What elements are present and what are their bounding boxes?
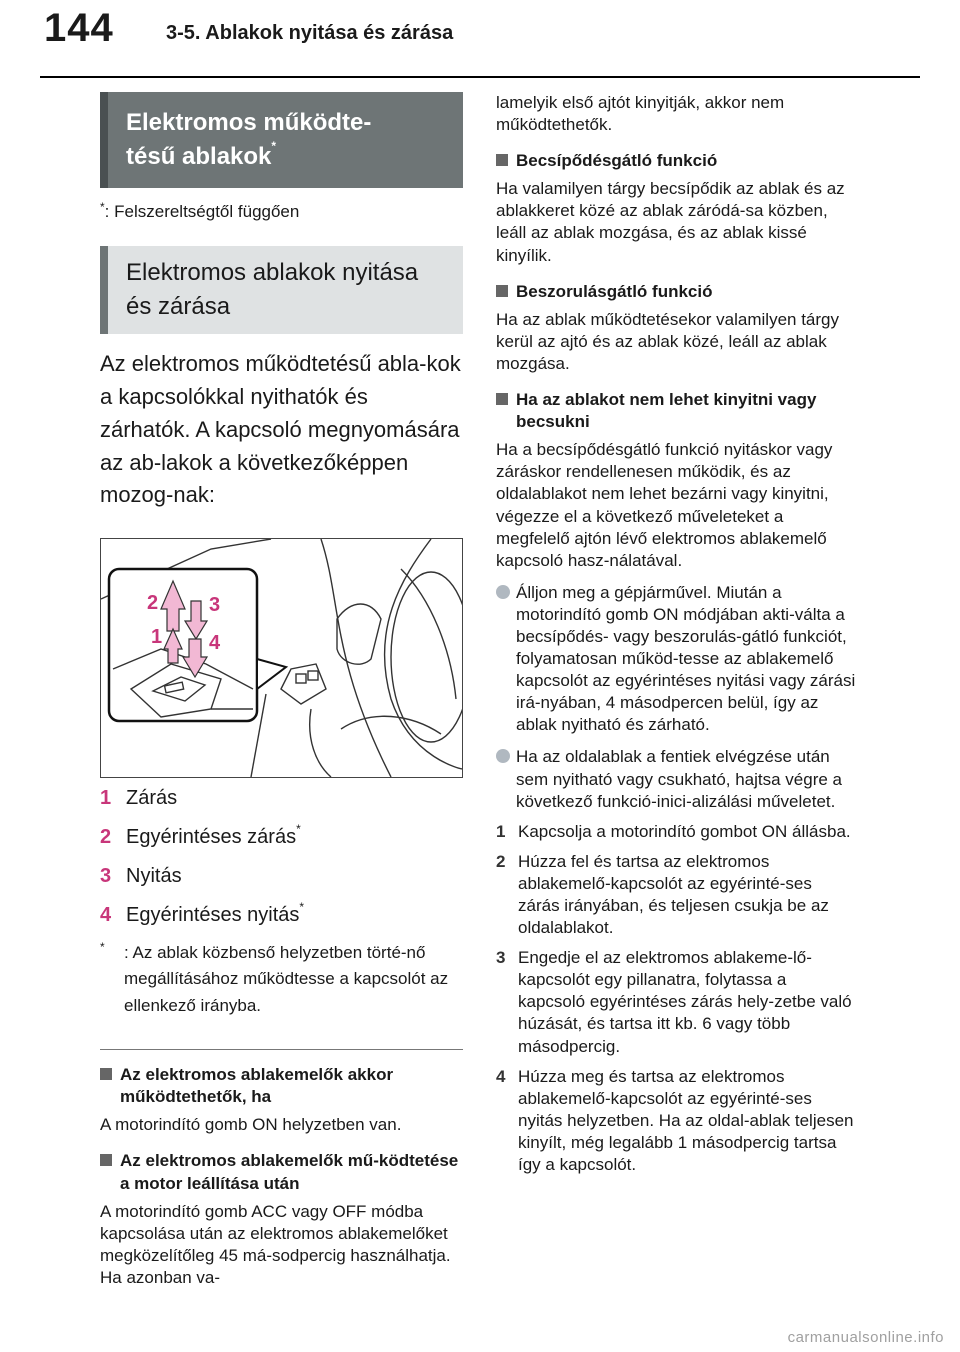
- asterisk: *: [271, 139, 277, 154]
- subheading: Ha az ablakot nem lehet kinyitni vagy becsukni: [496, 389, 856, 433]
- paragraph: Ha az ablak működtetésekor valamilyen tárgy kerül az ajtó és az ablak közé, leáll az ablak mozgása.: [496, 309, 839, 373]
- section-title: 3-5. Ablakok nyitása és zárása: [166, 22, 454, 44]
- label-2: 2: [147, 592, 159, 615]
- subheading: Becsípődésgátló funkció: [496, 150, 856, 172]
- bullet-item: Ha az oldalablak a fentiek elvégzése után sem nyitható vagy csukható, hajtsa végre a következő funkció-inici-alizálási műveletet.: [496, 746, 856, 812]
- intro-text: Az elektromos működtetésű abla-kok a kapcsolókkal nyithatók és zárhatók. A kapcsoló megnyomására az ab-lakok a következőképpen mozog-nak:: [100, 351, 461, 508]
- bullet-item: Álljon meg a gépjárművel. Miután a motorindító gomb ON módjában akti-válta a becsípődés- vagy beszorulás-gátló funkciót, folyamatosan működ-tesse az ablakemelő kapcsolót az egyérintéses nyitási vagy zárási irá-nyában, 4 másodpercen belül, így az ablak nyitható és zárható.: [496, 582, 856, 737]
- heading-open-close: Elektromos ablakok nyitása és zárása: [126, 259, 419, 321]
- heading-box-dark: [100, 92, 463, 188]
- footnote: * : Az ablak közbenső helyzetben törté-nő megállításához működtesse a kapcsolót az ellenkező irányba.: [100, 940, 449, 1015]
- list-item: 3 Nyitás: [100, 865, 182, 888]
- paragraph: A motorindító gomb ON helyzetben van.: [100, 1115, 402, 1135]
- list-item: 2 Egyérintéses zárás *: [100, 822, 301, 849]
- list-item: 1 Zárás: [100, 787, 178, 810]
- square-bullet-icon: [496, 393, 508, 405]
- paragraph: Ha valamilyen tárgy becsípődik az ablak és az ablakkeret közé az ablak záródá-sa közben, leáll az ablak mozgása, és az ablak kissé kinyílik.: [496, 179, 845, 265]
- left-column: [100, 92, 463, 1289]
- right-column: [496, 92, 856, 1176]
- switch-drawing: [101, 539, 462, 777]
- square-bullet-icon: [100, 1068, 112, 1080]
- paragraph: A motorindító gomb ACC vagy OFF módba kapcsolása után az elektromos ablakemelőket megközelítőleg 45 má-sodpercig használhatja. Ha azonban va-: [100, 1201, 451, 1287]
- header-rule: [40, 76, 920, 78]
- equipment-note: *: Felszereltségtől függően: [100, 200, 300, 222]
- step-item: 2 Húzza fel és tartsa az elektromos ablakemelő-kapcsolót az egyérinté-ses zárás irányában, és teljesen csukja be az oldalablakot.: [496, 851, 829, 938]
- page-number: 144: [44, 6, 114, 50]
- heading-power-windows: Elektromos működte- tésű ablakok: [126, 109, 372, 171]
- step-item: 3 Engedje el az elektromos ablakeme-lő-kapcsolót egy pillanatra, folytassa a kapcsoló egyérintéses zárás hely-zetbe való húzását, és tartsa itt kb. 6 vagy több másodpercig.: [496, 948, 852, 1056]
- function-list: [100, 784, 463, 930]
- section-divider: [100, 1049, 463, 1050]
- subheading: Beszorulásgátló funkció: [496, 281, 856, 303]
- label-1: 1: [151, 626, 163, 649]
- heading-box-light: [100, 246, 463, 334]
- watermark: carmanualsonline.info: [787, 1329, 944, 1346]
- subheading: Az elektromos ablakemelők mű-ködtetése a motor leállítása után: [100, 1150, 463, 1194]
- label-4: 4: [209, 632, 221, 655]
- circle-bullet-icon: [496, 749, 510, 763]
- label-3: 3: [209, 594, 221, 617]
- circle-bullet-icon: [496, 585, 510, 599]
- step-item: 4 Húzza meg és tartsa az elektromos ablakemelő-kapcsolót az egyérinté-ses nyitás helyzetben. Ha az oldal-ablak teljesen kinyílt, még legalább 1 másodpercig tartsa így a kapcsolót.: [496, 1066, 854, 1175]
- paragraph: lamelyik első ajtót kinyitják, akkor nem működtethetők.: [496, 93, 785, 135]
- subheading: Az elektromos ablakemelők akkor működtethetők, ha: [100, 1064, 463, 1108]
- step-item: 1 Kapcsolja a motorindító gombot ON állásba.: [496, 821, 851, 841]
- square-bullet-icon: [496, 285, 508, 297]
- paragraph: Ha a becsípődésgátló funkció nyitáskor vagy záráskor rendellenesen működik, és az oldalablakot nem lehet bezárni vagy kinyitni, végezze el a következő műveleteket a megfelelő ajtón lévő elektromos ablakemelő kapcsoló hasz-nálatával.: [496, 440, 833, 570]
- list-item: 4 Egyérintéses nyitás *: [100, 900, 305, 927]
- square-bullet-icon: [496, 154, 508, 166]
- square-bullet-icon: [100, 1154, 112, 1166]
- switch-illustration: [100, 538, 463, 778]
